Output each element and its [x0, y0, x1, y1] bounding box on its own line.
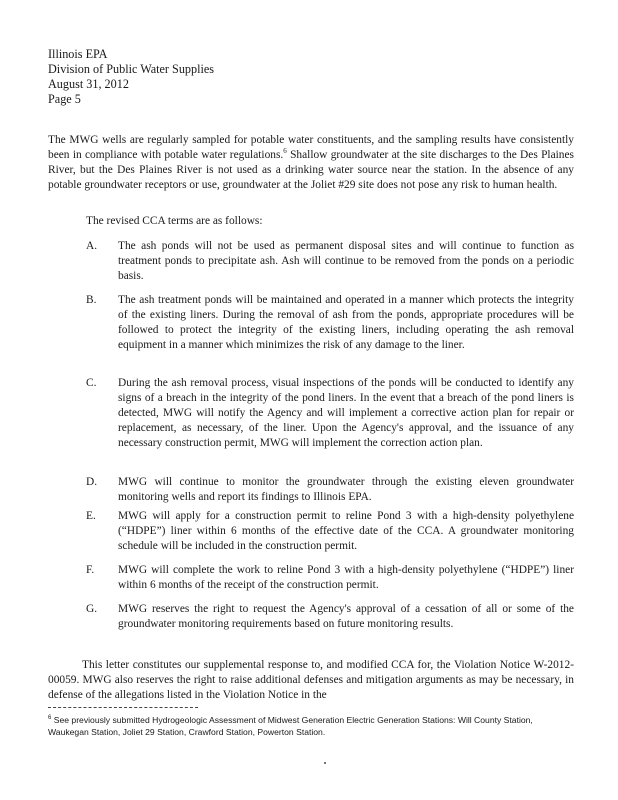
term-text: The ash treatment ponds will be maintained and operated in a manner which protects the integrity of the existing liners. During the removal of ash from the ponds, appropriate procedures will be followed to protect the integrity of the existing liners, including operating the ash removal equipment in a manner which minimizes the risk of any damage to the liner.: [118, 294, 574, 351]
letter-date: August 31, 2012: [48, 77, 129, 91]
term-label: D.: [86, 476, 98, 488]
term-label: A.: [86, 240, 98, 252]
footnote-reference: 6: [283, 147, 287, 156]
intro-paragraph: [48, 133, 574, 193]
terms-intro: The revised CCA terms are as follows:: [86, 215, 263, 227]
term-text: MWG will complete the work to reline Pond 3 with a high-density polyethylene (“HDPE”) liner within 6 months of the receipt of the construction permit.: [118, 564, 574, 591]
term-text: MWG will continue to monitor the groundwater through the existing eleven groundwater monitoring wells and report its findings to Illinois EPA.: [118, 476, 574, 503]
footnote: [48, 712, 574, 738]
footnote-number: 6: [48, 715, 52, 721]
intro-text: The MWG wells are regularly sampled for potable water constituents, and the sampling results have consistently been in compliance with potable water regulations.: [48, 134, 574, 161]
recipient-division: Division of Public Water Supplies: [48, 62, 215, 76]
term-text: The ash ponds will not be used as permanent disposal sites and will continue to function as treatment ponds to precipitate ash. Ash will continue to be removed from the ponds on a periodic basis.: [118, 240, 574, 282]
recipient-agency: Illinois EPA: [48, 47, 108, 61]
term-label: F.: [86, 564, 95, 576]
intro-text-continued: Shallow groundwater at the site discharges to the Des Plaines River, but the Des Plaines River is not used as a drinking water source near the station. In the absence of any potable groundwater receptors or use, groundwater at the Joliet #29 site does not pose any risk to human health.: [48, 149, 574, 191]
closing-paragraph: This letter constitutes our supplemental response to, and modified CCA for, the Violation Notice W-2012-00059. MWG also reserves the right to raise additional defenses and mitigation arguments as may be necessary, in defense of the allegations listed in the Violation Notice in the: [48, 659, 574, 701]
term-label: E.: [86, 510, 96, 522]
term-label: C.: [86, 377, 97, 389]
footnote-text: See previously submitted Hydrogeologic Assessment of Midwest Generation Electric Generation Stations: Will County Station, Waukegan Station, Joliet 29 Station, Crawford Station, Powerton Station.: [48, 714, 533, 737]
page-number: Page 5: [48, 92, 81, 106]
term-text: During the ash removal process, visual inspections of the ponds will be conducted to identify any signs of a breach in the integrity of the pond liners. In the event that a breach of the pond liners is detected, MWG will notify the Agency and will implement a corrective action plan for repair or replacement, as necessary, of the liner. Upon the Agency's approval, and the issuance of any necessary construction permit, MWG will implement the correction action plan.: [118, 377, 574, 449]
letter-header: [48, 47, 214, 107]
footnote-divider: [48, 707, 198, 708]
term-label: G.: [86, 603, 98, 615]
term-text: MWG will apply for a construction permit to reline Pond 3 with a high-density polyethylene (“HDPE”) liner within 6 months of the effective date of the CCA. A groundwater monitoring schedule will be included in the construction permit.: [118, 510, 574, 552]
scan-speck: [324, 762, 326, 764]
term-label: B.: [86, 294, 97, 306]
term-text: MWG reserves the right to request the Agency's approval of a cessation of all or some of the groundwater monitoring requirements based on future monitoring results.: [118, 603, 574, 630]
